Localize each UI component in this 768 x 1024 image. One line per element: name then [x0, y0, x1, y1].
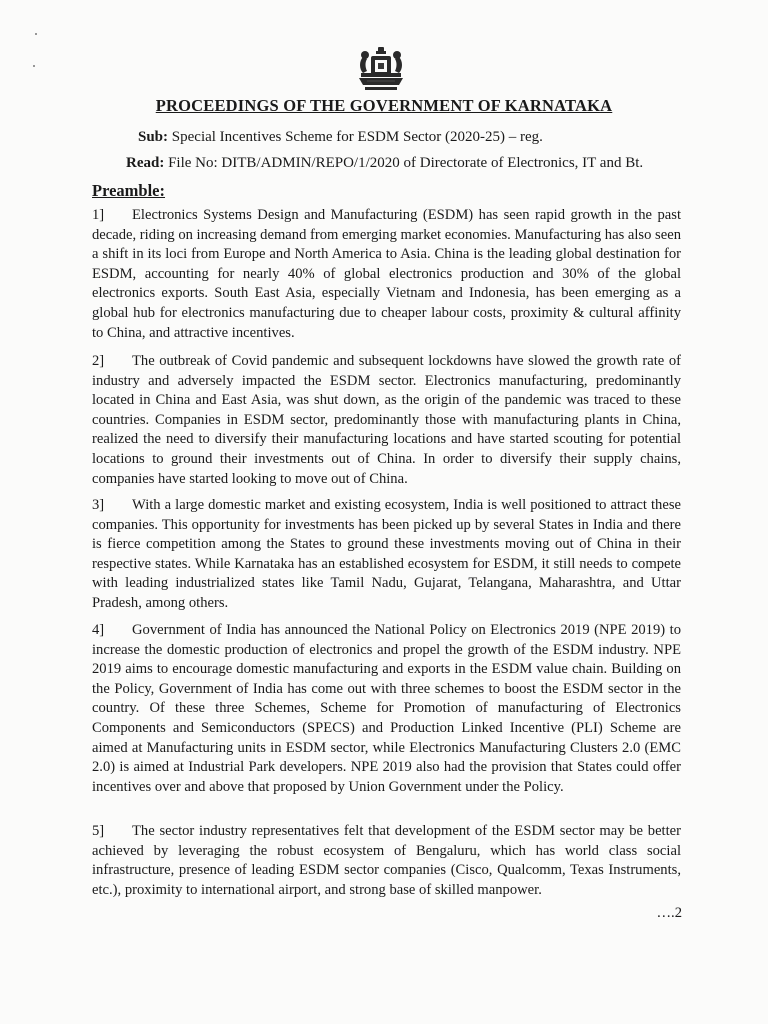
- scan-speck: [35, 33, 37, 35]
- paragraph-number: 5]: [92, 823, 105, 839]
- paragraph: [92, 621, 681, 797]
- paragraph-number: 3]: [92, 497, 105, 513]
- subject-line: [138, 129, 543, 146]
- paragraph: [92, 822, 681, 900]
- karnataka-emblem-icon: [355, 45, 407, 93]
- paragraph-number: 1]: [92, 207, 105, 223]
- paragraph-text: With a large domestic market and existing ecosystem, India is well positioned to attract these companies. This opportunity for investments has been picked up by several States in India and there is fierce competition among the States to ground these investments moving out of China in their respective states. While Karnataka has an established ecosystem for ESDM, it still needs to compete with leading industrialized states like Tamil Nadu, Gujarat, Telangana, Maharashtra, and Uttar Pradesh, among others.: [92, 497, 681, 611]
- read-line: [126, 155, 643, 172]
- subject-label: Sub:: [138, 129, 169, 145]
- subject-text: Special Incentives Scheme for ESDM Sector (2020-25) – reg.: [171, 129, 543, 145]
- page-continuation: ….2: [656, 905, 682, 921]
- paragraph-text: The outbreak of Covid pandemic and subsequent lockdowns have slowed the growth rate of industry and adversely impacted the ESDM sector. Electronics manufacturing, predominantly located in China and East Asia, was shut down, as the origin of the pandemic was traced to these countries. Companies in ESDM sector, predominantly those with manufacturing plants in China, realized the need to diversify their manufacturing locations and have started scouting for potential locations to ground their investments out of China. In order to diversify their supply chains, companies have started looking to move out of China.: [92, 353, 681, 487]
- paragraph-text: The sector industry representatives felt that development of the ESDM sector may be better achieved by leveraging the robust ecosystem of Bengaluru, which has world class social infrastructure, presence of leading ESDM sector companies (Cisco, Qualcomm, Texas Instruments, etc.), proximity to international airport, and strong base of skilled manpower.: [92, 823, 681, 898]
- scan-speck: [33, 65, 35, 67]
- read-label: Read:: [126, 155, 165, 171]
- read-text: File No: DITB/ADMIN/REPO/1/2020 of Directorate of Electronics, IT and Bt.: [168, 155, 644, 171]
- paragraph-number: 4]: [92, 622, 105, 638]
- paragraph: [92, 496, 681, 614]
- paragraph-text: Government of India has announced the National Policy on Electronics 2019 (NPE 2019) to increase the domestic production of electronics and propel the growth of the ESDM industry. NPE 2019 aims to encourage domestic manufacturing and exports in the ESDM value chain. Building on the Policy, Government of India has come out with three schemes to boost the ESDM sector in the country. Of these three Schemes, Scheme for Promotion of manufacturing of Electronics Components and Semiconductors (SPECS) and Production Linked Incentive (PLI) Scheme are aimed at Manufacturing units in ESDM sector, while Electronics Manufacturing Clusters 2.0 (EMC 2.0) is aimed at Industrial Park developers. NPE 2019 also had the provision that States could offer incentives over and above that proposed by Union Government under the Policy.: [92, 622, 681, 795]
- paragraph: [92, 352, 681, 489]
- preamble-heading: Preamble:: [92, 181, 166, 200]
- paragraph-number: 2]: [92, 353, 105, 369]
- paragraph-text: Electronics Systems Design and Manufacturing (ESDM) has seen rapid growth in the past decade, riding on increasing demand from emerging market economies. Manufacturing has also seen a shift in its loci from Europe and North America to Asia. China is the leading global destination for ESDM, accounting for nearly 40% of global electronics production and 30% of the global electronics exports. South East Asia, especially Vietnam and Indonesia, has been emerging as a global hub for electronics manufacturing due to cheaper labour costs, proximity & cultural affinity to China, and attractive incentives.: [92, 207, 681, 341]
- document-title: PROCEEDINGS OF THE GOVERNMENT OF KARNATAKA: [155, 96, 613, 115]
- paragraph: [92, 206, 681, 343]
